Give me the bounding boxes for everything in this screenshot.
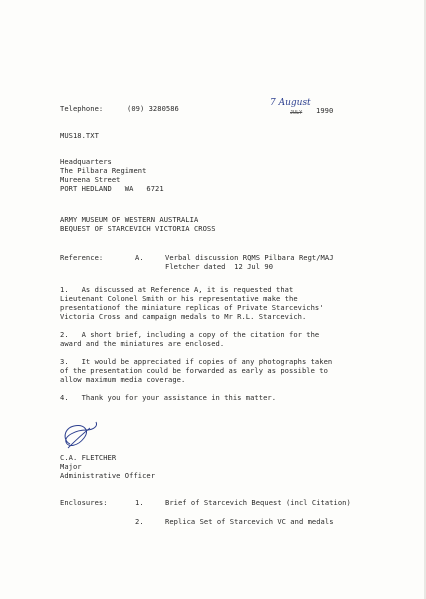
paragraph-3-line-2: of the presentation could be forwarded as early as possible to [60, 366, 328, 375]
subject-line-1: ARMY MUSEUM OF WESTERN AUSTRALIA [60, 215, 199, 224]
address-line-3: Mureena Street [60, 175, 121, 184]
paragraph-2-line-1: 2. A short brief, including a copy of the citation for the [60, 330, 320, 339]
paragraph-1-line-3: presentationof the miniature replicas of Private Starcevichs' [60, 303, 324, 312]
reference-line-1: Verbal discussion RQMS Pilbara Regt/MAJ [165, 253, 334, 262]
enclosure-1-text: Brief of Starcevich Bequest (incl Citation) [165, 498, 351, 507]
paragraph-2-line-2: award and the miniatures are enclosed. [60, 339, 225, 348]
paragraph-1-line-1: 1. As discussed at Reference A, it is requested that [60, 285, 294, 294]
reference-item: A. [135, 253, 144, 262]
address-line-4: PORT HEDLAND WA 6721 [60, 184, 164, 193]
subject-line-2: BEQUEST OF STARCEVICH VICTORIA CROSS [60, 224, 216, 233]
date-year: 1990 [316, 106, 334, 115]
paragraph-1-line-4: Victoria Cross and campaign medals to Mr R.L. Starcevich. [60, 312, 307, 321]
reference-line-2: Fletcher dated 12 Jul 90 [165, 262, 274, 271]
address-line-2: The Pilbara Regiment [60, 166, 147, 175]
paragraph-3-line-3: allow maximum media coverage. [60, 375, 186, 384]
enclosure-2-text: Replica Set of Starcevich VC and medals [165, 517, 334, 526]
file-reference: MUS18.TXT [60, 131, 99, 140]
paragraph-4-line-1: 4. Thank you for your assistance in this matter. [60, 393, 277, 402]
signatory-rank: Major [60, 462, 82, 471]
struck-month: JULY [290, 110, 303, 116]
telephone-number: (09) 3280586 [127, 104, 179, 113]
paragraph-1-line-2: Lieutenant Colonel Smith or his representative make the [60, 294, 298, 303]
enclosure-2-number: 2. [135, 517, 144, 526]
address-line-1: Headquarters [60, 157, 112, 166]
signatory-title: Administrative Officer [60, 471, 156, 480]
handwritten-date: 7 August [270, 98, 311, 108]
signature-scribble-icon [60, 422, 100, 452]
enclosures-label: Enclosures: [60, 498, 108, 507]
telephone-label: Telephone: [60, 104, 104, 113]
enclosure-1-number: 1. [135, 498, 144, 507]
signatory-name: C.A. FLETCHER [60, 453, 117, 462]
paragraph-3-line-1: 3. It would be appreciated if copies of any photographs taken [60, 357, 333, 366]
reference-label: Reference: [60, 253, 104, 262]
